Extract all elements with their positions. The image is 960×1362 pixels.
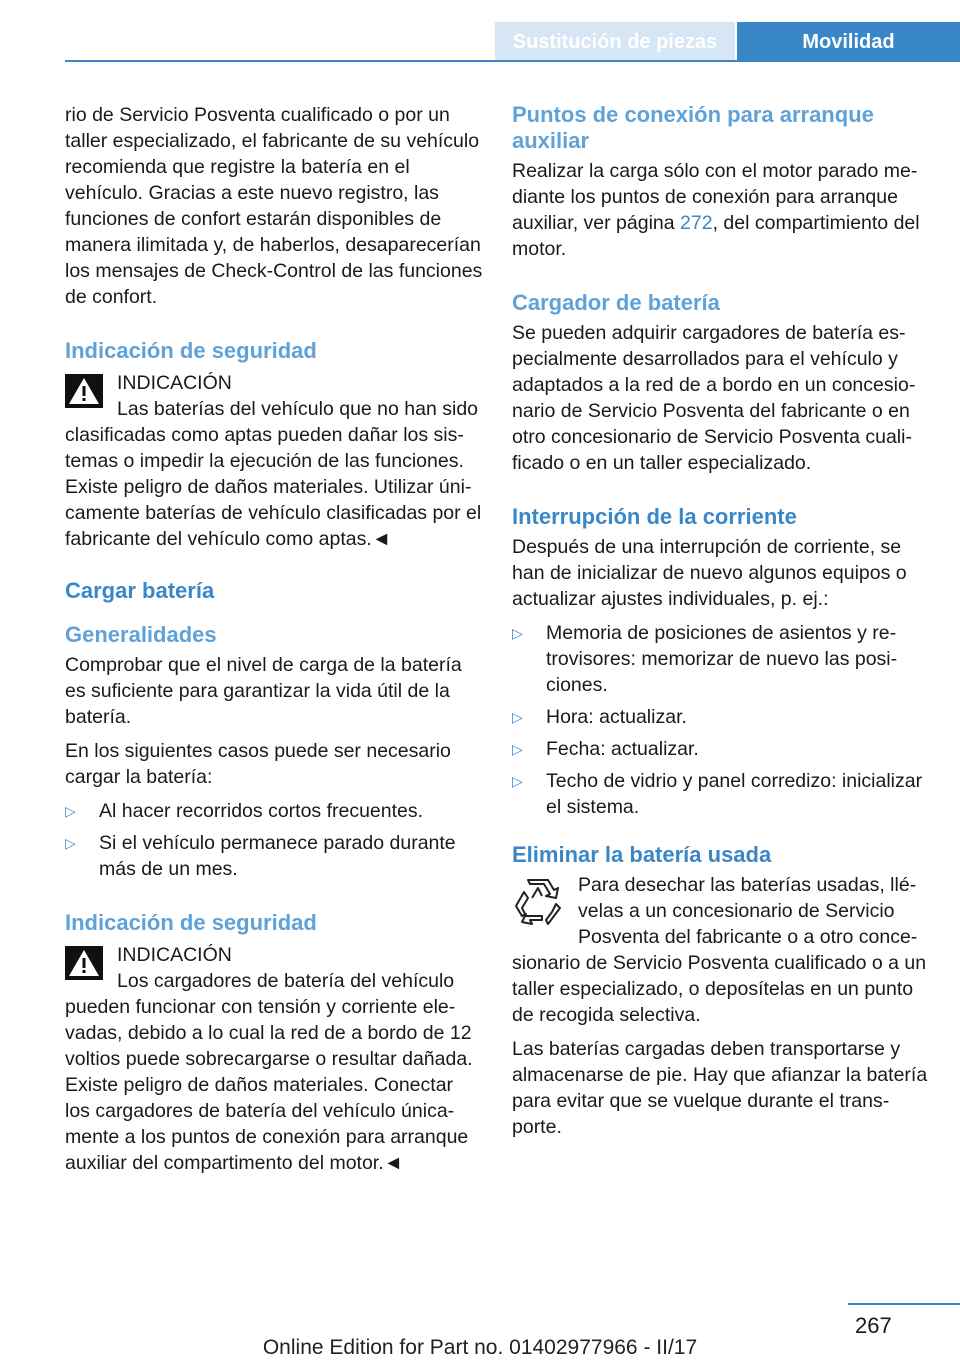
list-item: ▷ Si el vehículo permanece parado durante más de un mes. bbox=[65, 830, 483, 882]
general-heading: Generalidades bbox=[65, 622, 217, 647]
charge-heading: Cargar batería bbox=[65, 578, 215, 603]
dispose-text-2: Las baterías cargadas deben transportarse y almacenarse de pie. Hay que afianzar la batería para evitar que se vuelque durante el transporte. bbox=[512, 1038, 928, 1138]
right-column bbox=[512, 102, 928, 1148]
charger-text: Se pueden adquirir cargadores de batería especialmente desarrollados para el vehículo y adaptados a la red de a bordo en un concesionario de Servicio Posventa del fabricante o en otro concesionario de Servicio Posventa cualificado o en un taller especializado. bbox=[512, 322, 916, 474]
safety-heading-2: Indicación de seguridad bbox=[65, 910, 317, 935]
list-item: ▷ Memoria de posiciones de asientos y retrovisores: memorizar de nuevo las posiciones. bbox=[512, 620, 928, 698]
intro-paragraph: rio de Servicio Posventa cualificado o por un taller especializado, el fabricante de su vehículo recomienda que registre la batería en el vehículo. Gracias a este nuevo registro, las funciones de confort estarán disponibles de manera ilimitada y, de haberlos, desaparecerían los mensajes de Check-Control de las funciones de confort. bbox=[65, 104, 483, 308]
left-column bbox=[65, 102, 483, 1186]
page-number: 267 bbox=[855, 1313, 892, 1338]
header-rule bbox=[65, 60, 960, 62]
jump-start-heading: Puntos de conexión para arranque auxiliar bbox=[512, 102, 874, 153]
list-item: ▷ Al hacer recorridos cortos frecuentes. bbox=[65, 798, 483, 824]
general-text-1: Comprobar que el nivel de carga de la batería es suficiente para garantizar la vida útil de la batería. bbox=[65, 654, 462, 728]
header-section-tab[interactable]: Sustitución de piezas bbox=[495, 22, 735, 62]
list-item: ▷ Hora: actualizar. bbox=[512, 704, 928, 730]
warning-block-1 bbox=[65, 370, 483, 552]
page-link[interactable]: 272 bbox=[680, 212, 713, 234]
warning-text-1: Las baterías del vehículo que no han sido clasificadas como aptas pueden dañar los sistemas o impedir la ejecución de las funciones. Existe peligro de daños materiales. Utilizar únicamente baterías de vehículo clasificadas por el fabricante del vehículo como aptas.◄ bbox=[65, 398, 482, 550]
dispose-text-1 bbox=[512, 872, 928, 1028]
jump-start-text-after: , del compartimiento del motor. bbox=[512, 212, 920, 260]
warning-block-2 bbox=[65, 942, 483, 1176]
general-list bbox=[65, 798, 483, 882]
recycle-icon bbox=[512, 876, 562, 930]
dispose-text-1-content: Para desechar las baterías usadas, llévelas a un concesionario de Servicio Posventa del fabricante o a otro concesionario de Servicio Posventa cualificado o a un taller especializado, o deposítelas en un punto de recogida selectiva. bbox=[512, 874, 927, 1026]
warning-triangle-icon bbox=[65, 374, 103, 408]
footer-rule bbox=[848, 1303, 960, 1305]
list-item: ▷ Techo de vidrio y panel corredizo: inicializar el sistema. bbox=[512, 768, 928, 820]
power-interruption-text: Después de una interrupción de corriente, se han de inicializar de nuevo algunos equipos o actualizar ajustes individuales, p. ej.: bbox=[512, 536, 907, 610]
general-text-2: En los siguientes casos puede ser necesario cargar la batería: bbox=[65, 740, 451, 788]
dispose-heading: Eliminar la batería usada bbox=[512, 842, 772, 867]
jump-start-text-before: Realizar la carga sólo con el motor parado mediante los puntos de conexión para arranque auxiliar, ver página bbox=[512, 160, 918, 234]
jump-start-text bbox=[512, 158, 928, 262]
warning-text-2: Los cargadores de batería del vehículo pueden funcionar con tensión y corriente elevadas, debido a lo cual la red de a bordo de 12 voltios puede sobrecargarse o resultar dañada. Existe peligro de daños materiales. Conectar los cargadores de batería del vehículo únicamente a los puntos de conexión para arranque auxiliar del compartimento del motor.◄ bbox=[65, 970, 473, 1174]
warning-triangle-icon bbox=[65, 946, 103, 980]
charger-heading: Cargador de batería bbox=[512, 290, 720, 315]
warning-label-2: INDICACIÓN bbox=[117, 944, 232, 966]
list-item: ▷ Fecha: actualizar. bbox=[512, 736, 928, 762]
warning-label-1: INDICACIÓN bbox=[117, 372, 232, 394]
safety-heading-1: Indicación de seguridad bbox=[65, 338, 317, 363]
header-chapter-tab[interactable]: Movilidad bbox=[737, 22, 960, 62]
power-interruption-heading: Interrupción de la corriente bbox=[512, 504, 797, 529]
power-list bbox=[512, 620, 928, 820]
edition-note: Online Edition for Part no. 01402977966 - II/17 bbox=[262, 1336, 698, 1359]
